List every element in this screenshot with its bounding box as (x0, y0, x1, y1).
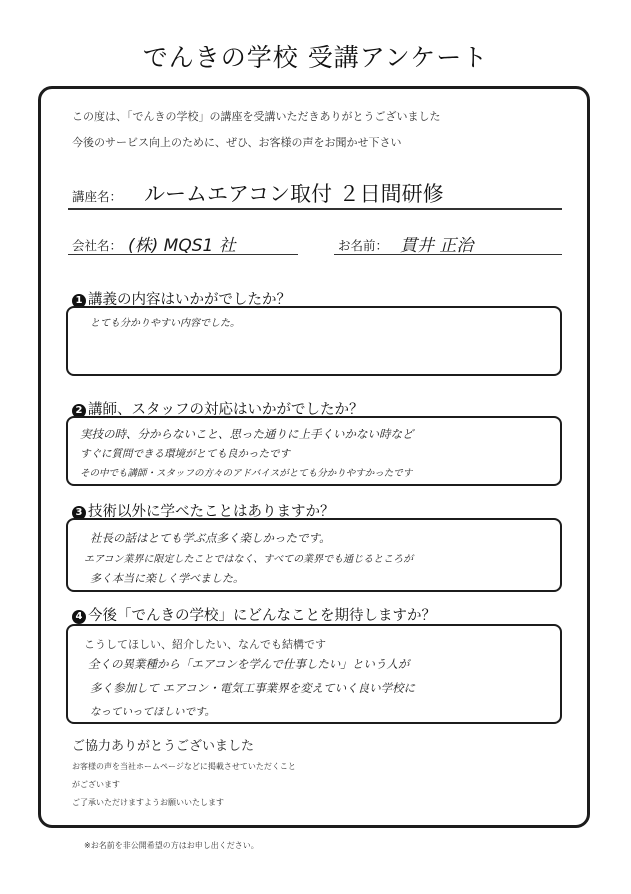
answer-4-box[interactable] (66, 624, 562, 724)
question-4-number: 4 (72, 610, 86, 624)
footnote: ※お名前を非公開希望の方はお申し出ください。 (84, 841, 259, 850)
answer-3-line-3: 多く本当に楽しく学べました。 (90, 572, 244, 585)
answer-4-line-1: 全くの異業種から「エアコンを学んで仕事したい」という人が (88, 657, 410, 671)
name-underline (334, 254, 562, 255)
question-2-text: 講師、スタッフの対応はいかがでしたか？ (88, 402, 364, 418)
answer-1-line-1: とても分かりやすい内容でした。 (90, 318, 240, 329)
answer-2-line-1: 実技の時、分からないこと、思った通りに上手くいかない時など (80, 427, 414, 441)
thanks-message: ご協力ありがとうございました (72, 739, 255, 754)
notice-line-3: ご了承いただけますようお願いいたします (72, 798, 224, 807)
answer-1-box[interactable] (66, 306, 562, 376)
question-3-number: 3 (72, 506, 86, 520)
answer-3-line-2: エアコン業界に限定したことではなく、すべての業界でも通じるところが (84, 554, 414, 565)
course-label: 講座名： (72, 189, 123, 204)
name-label: お名前： (338, 238, 389, 253)
course-name: ルームエアコン取付 ２日間研修 (144, 182, 444, 206)
name-value[interactable]: 貫井 正治 (400, 236, 474, 256)
answer-3-box[interactable] (66, 518, 562, 592)
intro-line-1: この度は、「でんきの学校」の講座を受講いただきありがとうございました (72, 110, 441, 123)
question-3-text: 技術以外に学べたことはありますか？ (88, 504, 335, 520)
survey-title: でんきの学校 受講アンケート (142, 43, 489, 72)
question-1-number: 1 (72, 294, 86, 308)
question-1-text: 講義の内容はいかがでしたか？ (88, 292, 291, 308)
notice-line-1: お客様の声を当社ホームページなどに掲載させていただくこと (72, 762, 296, 771)
answer-2-line-2: すぐに質問できる環境がとても良かったです (80, 448, 290, 460)
question-4-label (72, 604, 436, 625)
intro-line-2: 今後のサービス向上のために、ぜひ、お客様の声をお聞かせ下さい (72, 136, 402, 149)
answer-3-line-1: 社長の話はとても学ぶ点多く楽しかったです。 (90, 531, 331, 545)
company-label: 会社名： (72, 238, 123, 253)
answer-2-box[interactable] (66, 416, 562, 486)
answer-4-line-3: なっていってほしいです。 (90, 706, 216, 718)
answer-4-hint: こうしてほしい、紹介したい、なんでも結構です (84, 638, 326, 651)
company-value[interactable]: (株) MQS1 社 (128, 236, 236, 256)
notice-line-2: がございます (72, 780, 120, 789)
company-underline (68, 254, 298, 255)
answer-2-line-3: その中でも講師・スタッフの方々のアドバイスがとても分かりやすかったです (80, 468, 413, 479)
question-4-text: 今後「でんきの学校」にどんなことを期待しますか？ (88, 608, 436, 624)
course-underline (68, 208, 562, 210)
answer-4-line-2: 多く参加して エアコン・電気工事業界を変えていく良い学校に (90, 681, 416, 695)
question-2-number: 2 (72, 404, 86, 418)
